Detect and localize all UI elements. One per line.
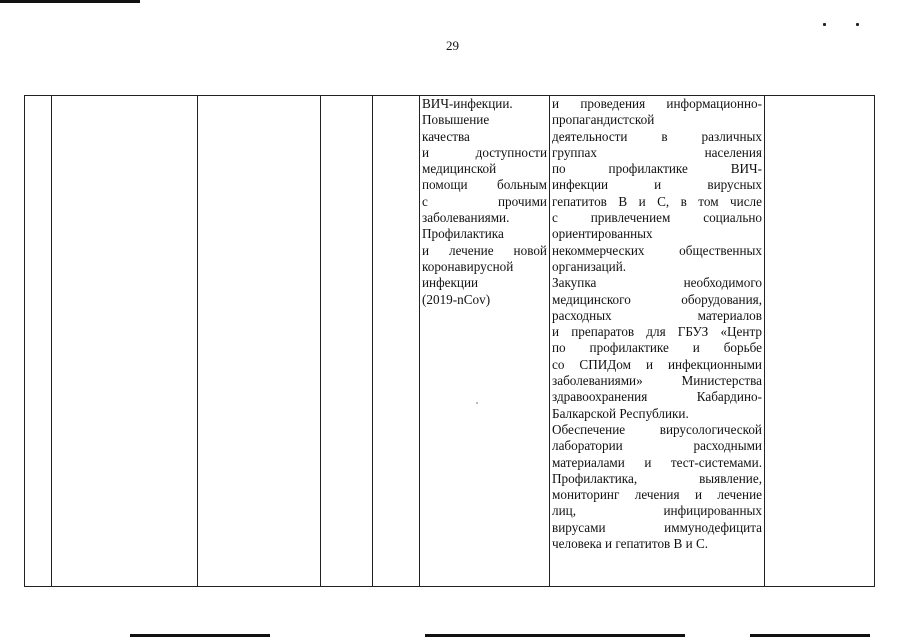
cell-2: [52, 96, 198, 587]
text-line: вирусами иммунодефицита: [552, 519, 762, 535]
cell-1: [25, 96, 52, 587]
text-line: здравоохранения Кабардино-: [552, 389, 762, 405]
text-line: и доступности: [422, 144, 547, 160]
text-line: человека и гепатитов В и С.: [552, 536, 709, 552]
text-line: Профилактика, выявление,: [552, 470, 762, 486]
text-line: по профилактике и борьбе: [552, 340, 762, 356]
text-line: помощи больным: [422, 177, 547, 193]
text-line: качества: [422, 128, 470, 144]
scan-mark-2: [856, 23, 859, 26]
text-line: мониторинг лечения и лечение: [552, 487, 762, 503]
text-line: коронавирусной: [422, 258, 514, 274]
text-line: и лечение новой: [422, 242, 547, 258]
cell-activity-text: [550, 96, 765, 587]
text-line: Обеспечение вирусологической: [552, 421, 762, 437]
task-text-lines: [422, 96, 547, 308]
text-line: и проведения информационно-: [552, 96, 762, 111]
text-line: организаций.: [552, 258, 627, 274]
text-line: медицинской: [422, 161, 497, 177]
text-line: инфекции: [422, 275, 479, 291]
activity-text-lines: [552, 96, 762, 552]
text-line: Повышение: [422, 112, 490, 128]
scan-artifact-bottom-left: [130, 634, 270, 637]
text-line: с привлечением социально: [552, 210, 762, 226]
cell-4: [321, 96, 373, 587]
text-line: лаборатории расходными: [552, 438, 762, 454]
text-line: Балкарской Республики.: [552, 405, 689, 421]
cell-3: [198, 96, 321, 587]
text-line: медицинского оборудования,: [552, 291, 762, 307]
text-line: пропагандистской: [552, 112, 655, 128]
scan-mark-1: [823, 23, 826, 26]
text-line: (2019-nCov): [422, 291, 491, 307]
text-line: со СПИДом и инфекционными: [552, 356, 762, 372]
text-line: Закупка необходимого: [552, 275, 762, 291]
cell-5: [373, 96, 420, 587]
text-line: по профилактике ВИЧ-: [552, 161, 762, 177]
text-line: инфекции и вирусных: [552, 177, 762, 193]
text-line: лиц, инфицированных: [552, 503, 762, 519]
table-row: [25, 96, 875, 587]
text-line: материалами и тест-системами.: [552, 454, 762, 470]
cell-8: [765, 96, 875, 587]
text-line: Профилактика: [422, 226, 504, 242]
text-line: заболеваниями» Министерства: [552, 373, 762, 389]
text-line: ВИЧ-инфекции.: [422, 96, 513, 111]
text-line: некоммерческих общественных: [552, 242, 762, 258]
text-line: заболеваниями.: [422, 210, 510, 226]
text-line: группах населения: [552, 144, 762, 160]
scan-artifact-bottom-right: [425, 634, 685, 637]
page-number: 29: [446, 38, 459, 53]
data-table: [24, 95, 875, 587]
text-line: гепатитов В и С, в том числе: [552, 193, 762, 209]
text-line: расходных материалов: [552, 307, 762, 323]
cell-task-text: [420, 96, 550, 587]
scan-artifact-bottom-far: [750, 634, 870, 637]
text-line: с прочими: [422, 193, 547, 209]
text-line: ориентированных: [552, 226, 653, 242]
text-line: и препаратов для ГБУЗ «Центр: [552, 324, 762, 340]
text-line: деятельности в различных: [552, 128, 762, 144]
scan-artifact-top: [0, 0, 140, 3]
